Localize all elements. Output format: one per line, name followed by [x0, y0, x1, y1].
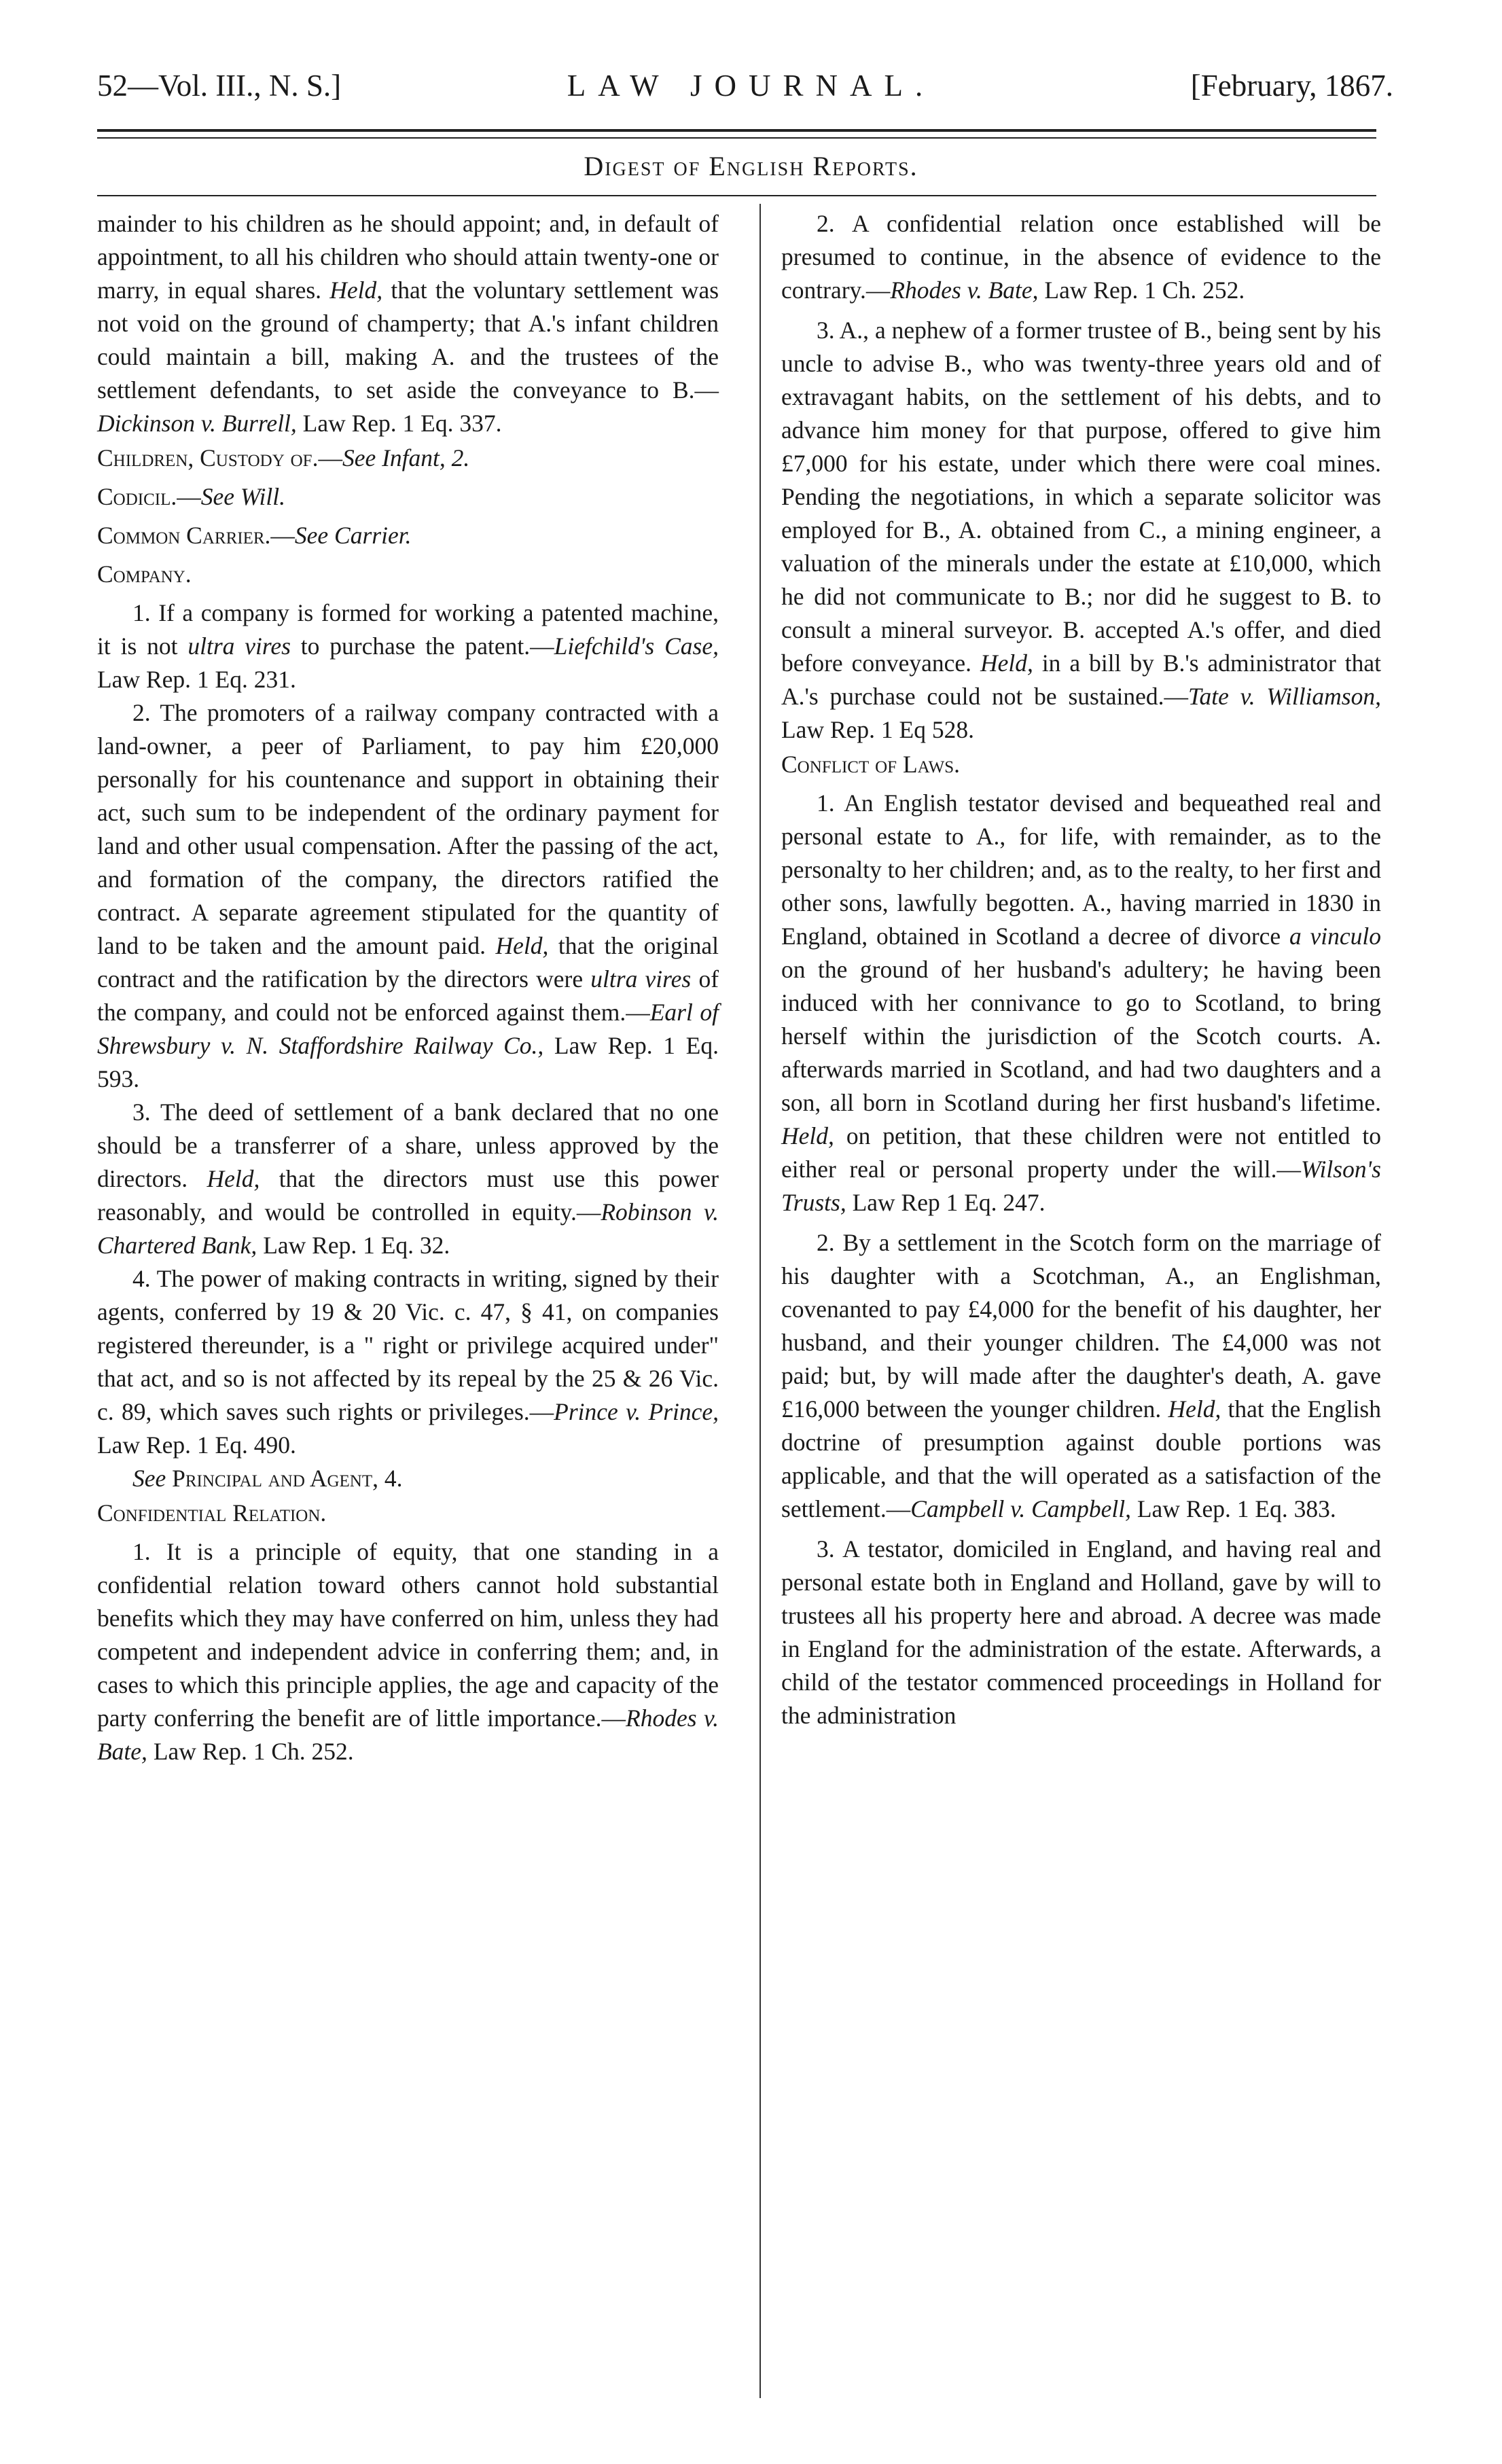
entry-text: that the English doctrine of presumption against double portions was applicable, and that the will operated as a satisfaction of the settlement.—	[781, 1395, 1381, 1522]
entry-text: 3. A testator, domiciled in England, and having real and personal estate both in England and Holland, gave by will to trustees all his property here and abroad. A decree was made in England for the administration of the estate. Afterwards, a child of the testator commenced proceedings in Holland for the administration	[781, 1535, 1381, 1729]
entry-text: 1. An English testator devised and bequeathed real and personal estate to A., for life, with remainder, as to the personalty to her children; and, as to the realty, to her first and other sons, lawfully begotten. A., having married in 1830 in England, obtained in Scotland a decree of divorce	[781, 789, 1381, 950]
entry-text: on the ground of her husband's adultery; he having been induced with her connivance to go to Scotland, to bring herself within the jurisdiction of the Scotch courts. A. afterwards married in Scotland, and had two daughters and a son, all born in Scotland during her first husband's lifetime.	[781, 956, 1381, 1116]
right-column	[781, 207, 1381, 1732]
digest-entry	[97, 1262, 719, 1462]
digest-entry	[97, 1096, 719, 1262]
cross-reference-entry	[97, 1462, 719, 1495]
case-citation: Law Rep 1 Eq. 247.	[852, 1189, 1045, 1216]
latin-term: ultra vires	[187, 632, 291, 660]
entry-text: 1. It is a principle of equity, that one standing in a confidential relation toward others cannot hold substantial benefits which they may have conferred on him, unless they had competent and independent advice in conferring them; and, in cases to which this principle applies, the age and capacity of the party conferring the benefit are of little importance.—	[97, 1538, 719, 1732]
entry-text: 1. If a company is formed for working a patented machine, it is not	[97, 599, 719, 660]
entry-text: that the voluntary settlement was not void on the ground of champerty; that A.'s infant children could maintain a bill, making A. and the trustees of the settlement defendants, to set aside the conveyance to B.—	[97, 276, 719, 404]
digest-heading	[97, 480, 719, 514]
case-name: Wilson's Trusts,	[781, 1156, 1381, 1216]
see-term: See	[132, 1465, 166, 1492]
digest-heading	[97, 442, 719, 475]
case-citation: Law Rep. 1 Ch. 252.	[1044, 276, 1245, 304]
held-term: Held,	[495, 932, 549, 959]
entry-text: 4. The power of making contracts in writing, signed by their agents, conferred by 19 & 20 Vic. c. 47, § 41, on companies registered thereunder, is a " right or privilege acquired under" that act, and so is not affected by its repeal by the 25 & 26 Vic. c. 89, which saves such rights or privileges.—	[97, 1265, 719, 1425]
cross-reference: See Carrier.	[294, 522, 412, 549]
cross-reference: See Will.	[200, 483, 285, 510]
page-number-volume: 52—Vol. III., N. S.]	[97, 69, 342, 103]
digest-heading	[97, 1497, 719, 1530]
digest-entry	[97, 696, 719, 1096]
held-term: Held,	[207, 1165, 260, 1192]
held-term: Held,	[781, 1122, 834, 1149]
latin-term: ultra vires	[590, 965, 692, 993]
digest-entry	[781, 1533, 1381, 1732]
digest-entry	[97, 596, 719, 696]
case-name: Rhodes v. Bate,	[97, 1704, 719, 1765]
case-name: Prince v. Prince,	[554, 1398, 719, 1425]
entry-text: of the company, and could not be enforced against them.—	[97, 965, 719, 1026]
case-name: Liefchild's Case,	[554, 632, 719, 660]
header-rule-thin	[97, 137, 1376, 139]
issue-date: [February, 1867.	[1190, 69, 1393, 103]
case-citation: Law Rep. 1 Ch. 252.	[153, 1738, 354, 1765]
case-citation: Law Rep. 1 Eq. 593.	[97, 1032, 719, 1092]
case-name: Robinson v. Chartered Bank,	[97, 1198, 719, 1259]
column-divider	[759, 204, 761, 2398]
case-name: Dickinson v. Burrell,	[97, 410, 297, 437]
cross-reference: Principal and Agent, 4.	[172, 1465, 403, 1492]
entry-text: 2. A confidential relation once established will be presumed to continue, in the absence of evidence to the contrary.—	[781, 210, 1381, 304]
entry-text: that the original contract and the ratification by the directors were	[97, 932, 719, 993]
journal-title: LAW JOURNAL.	[567, 69, 935, 103]
digest-entry	[781, 787, 1381, 1219]
case-citation: Law Rep. 1 Eq. 337.	[302, 410, 502, 437]
heading-label: Common Carrier.—	[97, 522, 295, 549]
case-name: Earl of Shrewsbury v. N. Staffordshire Railway Co.,	[97, 999, 719, 1059]
heading-label: Confidential Relation.	[97, 1499, 327, 1526]
entry-text: 2. By a settlement in the Scotch form on the marriage of his daughter with a Scotchman, A., an Englishman, covenanted to pay £4,000 for the benefit of his daughter, her husband, and their younger children. The £4,000 was not paid; but, by will made after the daughter's death, A. gave £16,000 between the younger children.	[781, 1229, 1381, 1423]
section-title: Digest of English Reports.	[584, 151, 918, 181]
heading-label: Conflict of Laws.	[781, 751, 961, 778]
digest-entry	[97, 1535, 719, 1768]
entry-text: in a bill by B.'s administrator that A.'s purchase could not be sustained.—	[781, 649, 1381, 710]
entry-text: 2. The promoters of a railway company contracted with a land-owner, a peer of Parliament, to pay him £20,000 personally for his countenance and support in obtaining their act, such sum to be independent of the ordinary payment for land and other usual compensation. After the passing of the act, and formation of the company, the directors ratified the contract. A separate agreement stipulated for the quantity of land to be taken and the amount paid.	[97, 699, 719, 959]
case-name: Campbell v. Campbell,	[910, 1495, 1131, 1522]
left-column	[97, 207, 719, 1768]
entry-text: mainder to his children as he should appoint; and, in default of appointment, to all his children who should attain twenty-one or marry, in equal shares.	[97, 210, 719, 304]
header-rule-thick	[97, 129, 1376, 132]
entry-text: to purchase the patent.—	[300, 632, 554, 660]
case-citation: Law Rep. 1 Eq. 490.	[97, 1431, 296, 1459]
entry-text: that the directors must use this power reasonably, and would be controlled in equity.—	[97, 1165, 719, 1226]
digest-entry	[781, 314, 1381, 747]
case-citation: Law Rep. 1 Eq 528.	[781, 716, 974, 743]
digest-heading	[781, 748, 1381, 781]
case-citation: Law Rep. 1 Eq. 383.	[1137, 1495, 1336, 1522]
held-term: Held,	[980, 649, 1033, 677]
held-term: Held,	[329, 276, 383, 304]
case-citation: Law Rep. 1 Eq. 32.	[263, 1232, 450, 1259]
heading-label: Codicil.—	[97, 483, 201, 510]
section-rule	[97, 195, 1376, 196]
digest-entry	[97, 207, 719, 440]
digest-heading	[97, 519, 719, 552]
entry-text: 3. The deed of settlement of a bank declared that no one should be a transferrer of a share, unless approved by the directors.	[97, 1099, 719, 1192]
entry-text: on petition, that these children were not entitled to either real or personal property under the will.—	[781, 1122, 1382, 1183]
digest-entry	[781, 1226, 1381, 1526]
latin-term: a vinculo	[1289, 923, 1381, 950]
digest-entry	[781, 207, 1381, 307]
case-name: Rhodes v. Bate,	[890, 276, 1039, 304]
case-name: Tate v. Williamson,	[1187, 683, 1381, 710]
digest-heading	[97, 558, 719, 591]
cross-reference: See Infant, 2.	[342, 444, 470, 471]
case-citation: Law Rep. 1 Eq. 231.	[97, 666, 296, 693]
entry-text: 3. A., a nephew of a former trustee of B., being sent by his uncle to advise B., who was twenty-three years old and of extravagant habits, on the settlement of his debts, and to advance him money for that purpose, offered to give him £7,000 for his estate, under which there were coal mines. Pending the negotiations, in which a separate solicitor was employed for B., A. obtained from C., a mining engineer, a valuation of the minerals under the estate at £10,000, which he did not communicate to B.; nor did he suggest to B. to consult a mineral surveyor. B. accepted A.'s offer, and died before conveyance.	[781, 317, 1381, 677]
held-term: Held,	[1168, 1395, 1221, 1423]
heading-label: Company.	[97, 560, 192, 588]
heading-label: Children, Custody of.—	[97, 444, 342, 471]
